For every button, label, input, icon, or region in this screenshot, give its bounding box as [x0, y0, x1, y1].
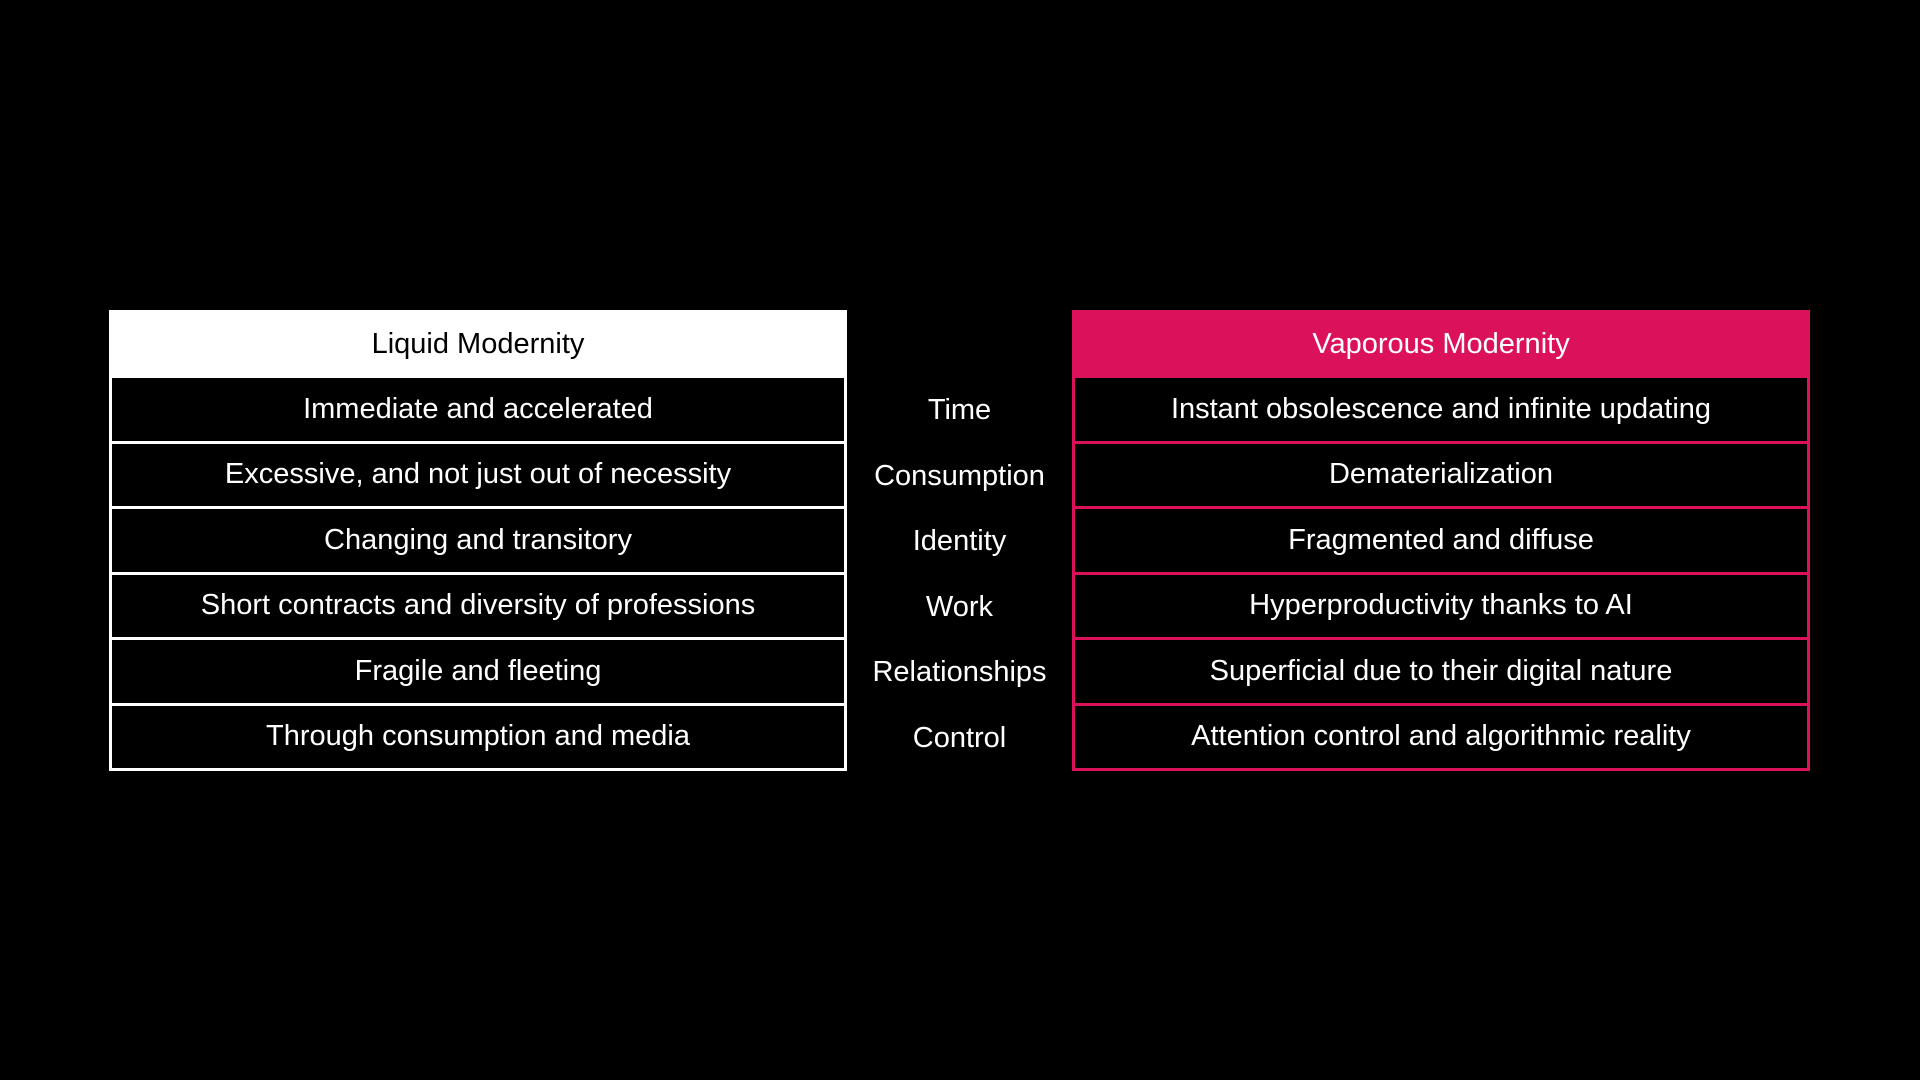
liquid-row-identity: Changing and transitory: [109, 509, 847, 575]
vaporous-row-time: Instant obsolescence and infinite updating: [1072, 378, 1810, 444]
category-time: Time: [927, 394, 992, 427]
liquid-modernity-header: Liquid Modernity: [109, 310, 847, 378]
vaporous-row-consumption: Dematerialization: [1072, 444, 1810, 510]
liquid-row-time: Immediate and accelerated: [109, 378, 847, 444]
liquid-row-relationships: Fragile and fleeting: [109, 640, 847, 706]
vaporous-modernity-table: [1072, 310, 1810, 771]
vaporous-modernity-header: Vaporous Modernity: [1072, 310, 1810, 378]
liquid-modernity-table: [109, 310, 847, 771]
category-labels: [847, 378, 1072, 771]
vaporous-row-relationships: Superficial due to their digital nature: [1072, 640, 1810, 706]
liquid-row-consumption: Excessive, and not just out of necessity: [109, 444, 847, 510]
category-consumption: Consumption: [874, 459, 1045, 492]
vaporous-row-control: Attention control and algorithmic reality: [1072, 706, 1810, 772]
vaporous-row-work: Hyperproductivity thanks to AI: [1072, 575, 1810, 641]
category-work: Work: [925, 590, 994, 623]
category-control: Control: [912, 721, 1007, 754]
category-relationships: Relationships: [872, 656, 1047, 689]
category-identity: Identity: [912, 525, 1007, 558]
vaporous-row-identity: Fragmented and diffuse: [1072, 509, 1810, 575]
liquid-row-work: Short contracts and diversity of professions: [109, 575, 847, 641]
liquid-row-control: Through consumption and media: [109, 706, 847, 772]
